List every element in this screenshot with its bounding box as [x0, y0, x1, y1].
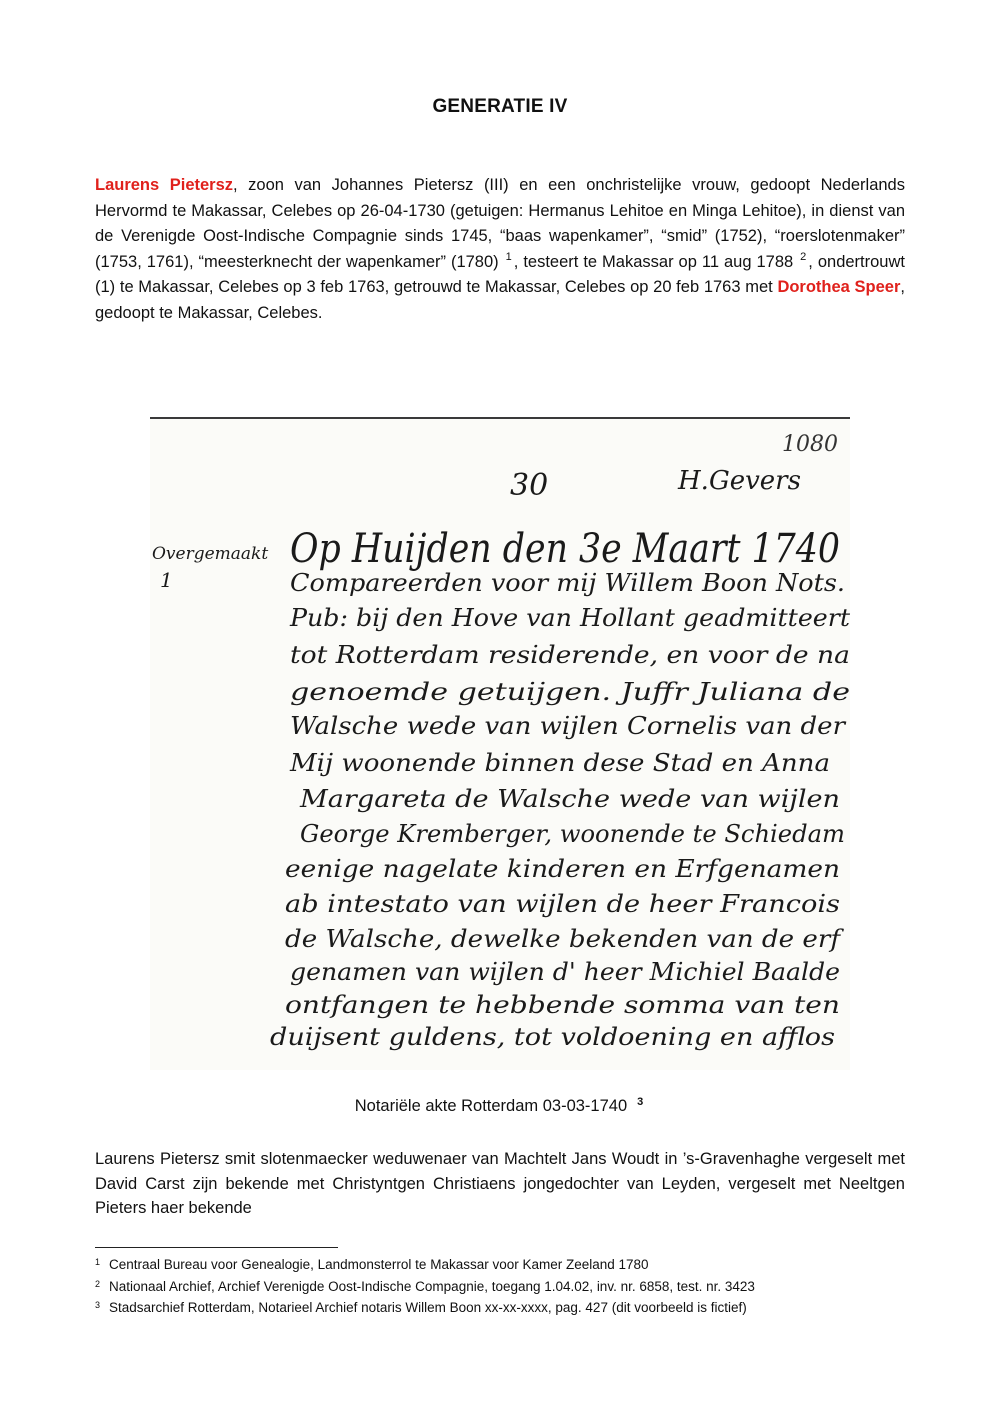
scan-signature: H.Gevers [678, 466, 801, 496]
scan-line: genamen van wijlen d' heer Michiel Baalde [290, 958, 840, 986]
scan-line: ab intestato van wijlen de heer Francois [285, 890, 840, 918]
notarial-deed-scan [150, 417, 850, 1070]
scan-line: Margareta de Walsche wede van wijlen [298, 785, 840, 813]
spouse-name: Dorothea Speer [777, 278, 901, 296]
scan-line: Pub: bij den Hove van Hollant geadmitteert [288, 604, 851, 632]
footnotes [95, 1254, 915, 1319]
scan-line: ontfangen te hebbende somma van ten [285, 991, 840, 1019]
scan-line: duijsent guldens, tot voldoening en afflos [270, 1023, 835, 1051]
footnote-1 [95, 1254, 915, 1276]
scan-margin-note: Overgemaakt [152, 544, 269, 564]
scan-line: Op Huijden den 3e Maart 1740 [290, 526, 840, 572]
footnote-ref-1[interactable]: 1 [505, 251, 512, 263]
scan-line: de Walsche, dewelke bekenden van de erf [285, 925, 845, 953]
footnote-2 [95, 1276, 915, 1298]
footnote-ref-3[interactable]: 3 [637, 1095, 644, 1108]
person-name: Laurens Pietersz [95, 176, 234, 194]
scan-line: tot Rotterdam residerende, en voor de na [290, 641, 850, 669]
body-paragraph: Laurens Pietersz smit slotenmaecker weduwenaer van Machtelt Jans Woudt in ’s-Gravenhaghe vergeselt met David Carst zijn bekende met Christyntgen Christiaens jongedochter van Leyden, vergeselt met Neeltgen Pieters haer bekende [95, 1150, 905, 1217]
scan-margin-count: 1 [160, 568, 173, 592]
scan-line: Mij woonende binnen dese Stad en Anna [288, 749, 830, 777]
footnote-number: 3 [95, 1300, 101, 1310]
scan-line: Compareerden voor mij Willem Boon Nots. [290, 569, 845, 597]
footnote-text: Stadsarchief Rotterdam, Notarieel Archief notaris Willem Boon xx-xx-xxxx, pag. 427 (dit voorbeeld is fictief) [109, 1300, 747, 1315]
footnote-text: Centraal Bureau voor Genealogie, Landmonsterrol te Makassar voor Kamer Zeeland 1780 [109, 1257, 649, 1272]
page-title: GENERATIE IV [432, 96, 568, 117]
scan-line: eenige nagelate kinderen en Erfgenamen [285, 855, 840, 883]
intro-text-c: , ondertrouwt (1) te Makassar, Celebes op 3 feb 1763, getrouwd te Makassar, Celebes op 20 feb 1763 met [95, 252, 905, 296]
intro-paragraph [95, 173, 905, 326]
footnote-ref-2[interactable]: 2 [800, 251, 807, 263]
scan-line: George Kremberger, woonende te Schiedam [300, 820, 845, 848]
footnote-number: 2 [95, 1278, 101, 1289]
scan-line: genoemde getuijgen. Juffr Juliana de [290, 678, 850, 706]
footnote-number: 1 [95, 1257, 101, 1267]
caption-text: Notariële akte Rotterdam 03-03-1740 [354, 1097, 628, 1115]
intro-text-a: , zoon van Johannes Pietersz (III) en een onchristelijke vrouw, gedoopt Nederlands Hervormd te Makassar, Celebes op 26-04-1730 (getuigen: Hermanus Lehitoe en Minga Lehitoe), in dienst van de Verenigde Oost-Indische Compagnie sinds 1745, “baas wapenkamer”, “smid” (1752), “roerslotenmaker” (1753, 1761), “meesterknecht der wapenkamer” (1780) [95, 176, 905, 271]
intro-text-d: , gedoopt te Makassar, Celebes. [95, 278, 906, 322]
footnote-separator [95, 1247, 338, 1248]
scan-page-number: 30 [510, 468, 549, 503]
scan-corner-number: 1080 [782, 432, 838, 457]
scan-line: Walsche wede van wijlen Cornelis van der [290, 712, 847, 740]
intro-text-b: , testeert te Makassar op 11 aug 1788 [513, 252, 794, 271]
footnote-text: Nationaal Archief, Archief Verenigde Oost-Indische Compagnie, toegang 1.04.02, inv. nr. 6858, test. nr. 3423 [109, 1278, 755, 1294]
footnote-3 [95, 1297, 915, 1319]
figure-caption [0, 1097, 1000, 1116]
